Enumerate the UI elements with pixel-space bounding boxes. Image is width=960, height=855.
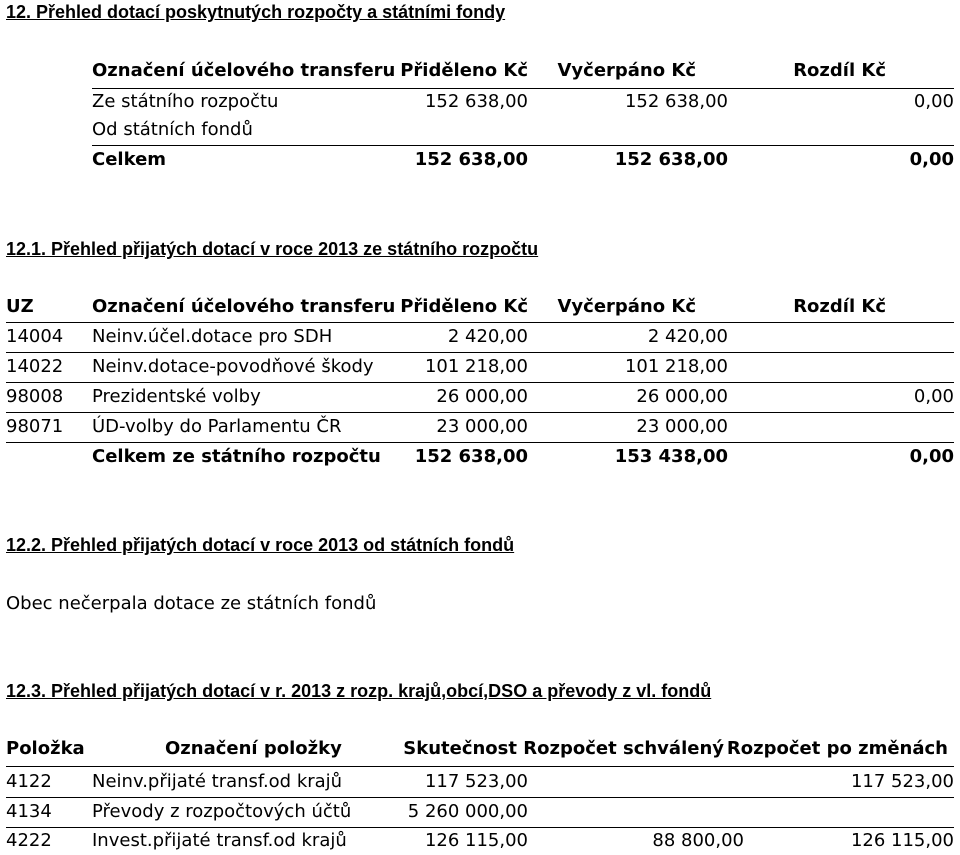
section-12-1-title: 12.1. Přehled přijatých dotací v roce 2013 ze státního rozpočtu <box>6 239 539 259</box>
s123-header-schvaleny: Rozpočet schválený <box>523 738 724 759</box>
s121-row-uz: 14004 <box>6 326 64 347</box>
s121-row-uz: 98008 <box>6 386 64 407</box>
s123-header-polozka: Položka <box>6 738 85 759</box>
s12-row-label: Ze státního rozpočtu <box>92 91 279 112</box>
s121-row-vycerpano: 26 000,00 <box>636 386 728 407</box>
s121-header-oznaceni: Označení účelového transferu <box>92 296 396 317</box>
s123-row-po-zmenach: 126 115,00 <box>850 830 954 851</box>
s121-row-prideleno: 101 218,00 <box>424 356 528 377</box>
s123-row-rule <box>6 797 954 798</box>
s121-row-label: Prezidentské volby <box>92 386 261 407</box>
s121-row-vycerpano: 2 420,00 <box>647 326 728 347</box>
s12-row-label: Od státních fondů <box>92 119 253 140</box>
section-12-title: 12. Přehled dotací poskytnutých rozpočty a státními fondy <box>6 2 506 22</box>
s12-row-vycerpano: 152 638,00 <box>624 91 728 112</box>
s121-header-uz: UZ <box>6 296 34 317</box>
s121-row-prideleno: 23 000,00 <box>436 416 528 437</box>
s12-total-rozdil: 0,00 <box>909 149 954 170</box>
s123-row-skutecnost: 126 115,00 <box>424 830 528 851</box>
s123-row-polozka: 4222 <box>6 830 52 851</box>
s12-total-label: Celkem <box>92 149 167 170</box>
s121-row-vycerpano: 101 218,00 <box>624 356 728 377</box>
s121-row-uz: 14022 <box>6 356 64 377</box>
s123-row-polozka: 4122 <box>6 771 52 792</box>
s121-header-rule <box>6 322 954 323</box>
s12-header-prideleno: Přiděleno Kč <box>400 60 528 81</box>
s121-row-prideleno: 26 000,00 <box>436 386 528 407</box>
s123-row-polozka: 4134 <box>6 801 52 822</box>
s121-row-rozdil: 0,00 <box>913 386 954 407</box>
s123-row-po-zmenach: 117 523,00 <box>850 771 954 792</box>
s121-header-vycerpano: Vyčerpáno Kč <box>557 296 696 317</box>
s123-header-po-zmenach: Rozpočet po změnách <box>726 738 948 759</box>
s12-total-rule <box>92 145 954 146</box>
s123-row-label: Invest.přijaté transf.od krajů <box>92 830 347 851</box>
s121-row-label: Neinv.dotace-povodňové škody <box>92 356 374 377</box>
s121-row-rule <box>6 442 954 443</box>
s12-total-vycerpano: 152 638,00 <box>614 149 728 170</box>
s123-row-label: Neinv.přijaté transf.od krajů <box>92 771 343 792</box>
s121-header-rozdil: Rozdíl Kč <box>793 296 886 317</box>
s123-row-rule <box>6 827 954 828</box>
s12-row-prideleno: 152 638,00 <box>424 91 528 112</box>
s121-total-rozdil: 0,00 <box>909 446 954 467</box>
s12-header-vycerpano: Vyčerpáno Kč <box>557 60 696 81</box>
s121-row-prideleno: 2 420,00 <box>447 326 528 347</box>
s121-total-prideleno: 152 638,00 <box>414 446 528 467</box>
s123-header-skutecnost: Skutečnost <box>403 738 517 759</box>
s121-row-label: Neinv.účel.dotace pro SDH <box>92 326 333 347</box>
s121-row-rule <box>6 352 954 353</box>
s12-header-rule <box>92 88 954 89</box>
s121-row-uz: 98071 <box>6 416 64 437</box>
section-12-3-title: 12.3. Přehled přijatých dotací v r. 2013 z rozp. krajů,obcí,DSO a převody z vl. fondů <box>6 681 712 701</box>
s123-row-skutecnost: 5 260 000,00 <box>407 801 528 822</box>
s121-total-vycerpano: 153 438,00 <box>614 446 728 467</box>
s121-header-prideleno: Přiděleno Kč <box>400 296 528 317</box>
s12-header-oznaceni: Označení účelového transferu <box>92 60 396 81</box>
s12-total-prideleno: 152 638,00 <box>414 149 528 170</box>
s123-header-rule <box>6 766 954 767</box>
s123-header-oznaceni: Označení položky <box>165 738 342 759</box>
s121-row-label: ÚD-volby do Parlamentu ČR <box>92 416 342 437</box>
s12-header-rozdil: Rozdíl Kč <box>793 60 886 81</box>
section-12-2-title: 12.2. Přehled přijatých dotací v roce 2013 od státních fondů <box>6 535 515 555</box>
s121-total-label: Celkem ze státního rozpočtu <box>92 446 381 467</box>
s121-row-vycerpano: 23 000,00 <box>636 416 728 437</box>
s123-row-skutecnost: 117 523,00 <box>424 771 528 792</box>
s12-row-rozdil: 0,00 <box>913 91 954 112</box>
s121-row-rule <box>6 412 954 413</box>
s122-note: Obec nečerpala dotace ze státních fondů <box>6 593 377 614</box>
s123-row-schvaleny: 88 800,00 <box>652 830 744 851</box>
s123-row-label: Převody z rozpočtových účtů <box>92 801 352 822</box>
s121-row-rule <box>6 382 954 383</box>
